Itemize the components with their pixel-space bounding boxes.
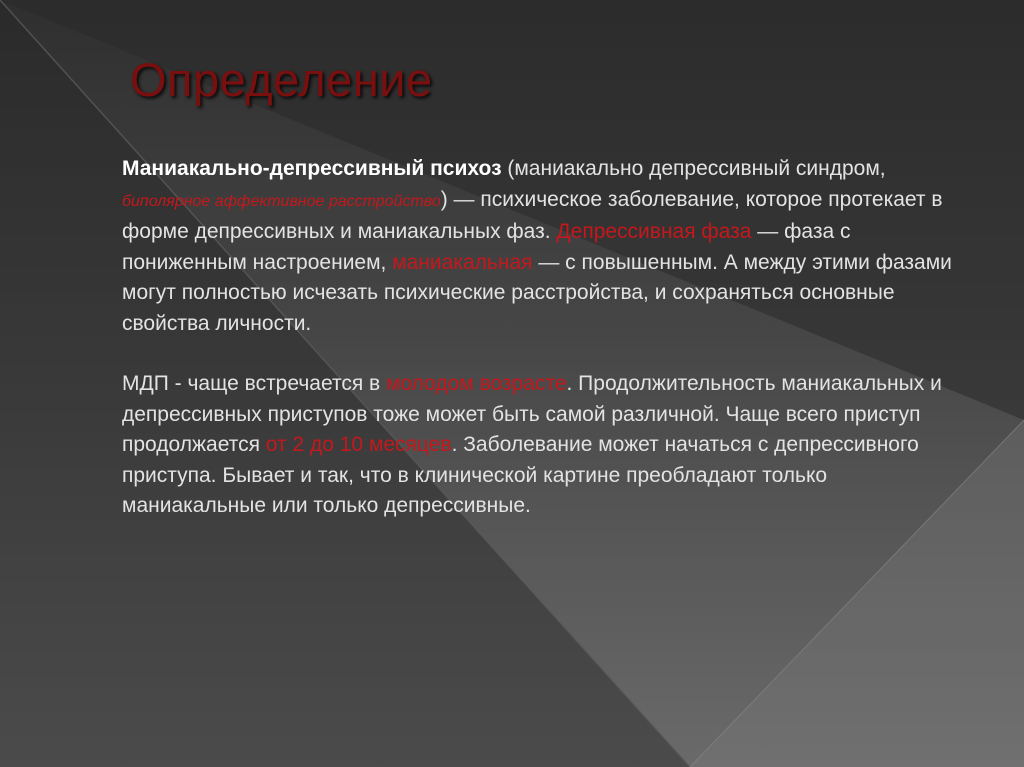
term-heading: Маниакально-депрессивный психоз	[122, 157, 502, 180]
mdp-paragraph	[122, 369, 952, 522]
manic-highlight: маниакальная	[392, 250, 533, 274]
text-fragment: — с повышенным. А между этими фазами могут полностью исчезать психические расстройства, и сохраняться основные свойства личности.	[122, 250, 952, 335]
text-fragment: (маниакально депрессивный синдром,	[501, 157, 886, 180]
text-fragment: . Продолжительность маниакальных и депрессивных приступов тоже может быть самой различной. Чаще всего приступ продолжается	[122, 372, 942, 456]
slide-body	[122, 154, 952, 522]
synonym-highlight: биполярное аффективное расстройство	[122, 192, 441, 210]
text-fragment: — фаза с пониженным настроением,	[122, 220, 851, 274]
text-fragment: . Заболевание может начаться с депрессивного приступа. Бывает и так, что в клинической картине преобладают только маниакальные или только депрессивные.	[122, 433, 919, 517]
depressive-phase-highlight: Депрессивная фаза	[556, 220, 752, 243]
text-fragment: МДП - чаще встречается в	[122, 372, 387, 395]
text-fragment: ) — психическое заболевание, которое протекает в форме депрессивных и маниакальных фаз.	[122, 187, 943, 243]
slide-title: Определение	[130, 53, 433, 106]
duration-highlight: от 2 до 10 месяцев	[265, 433, 452, 456]
age-highlight: молодом возрасте	[386, 372, 567, 395]
definition-paragraph	[122, 154, 952, 339]
